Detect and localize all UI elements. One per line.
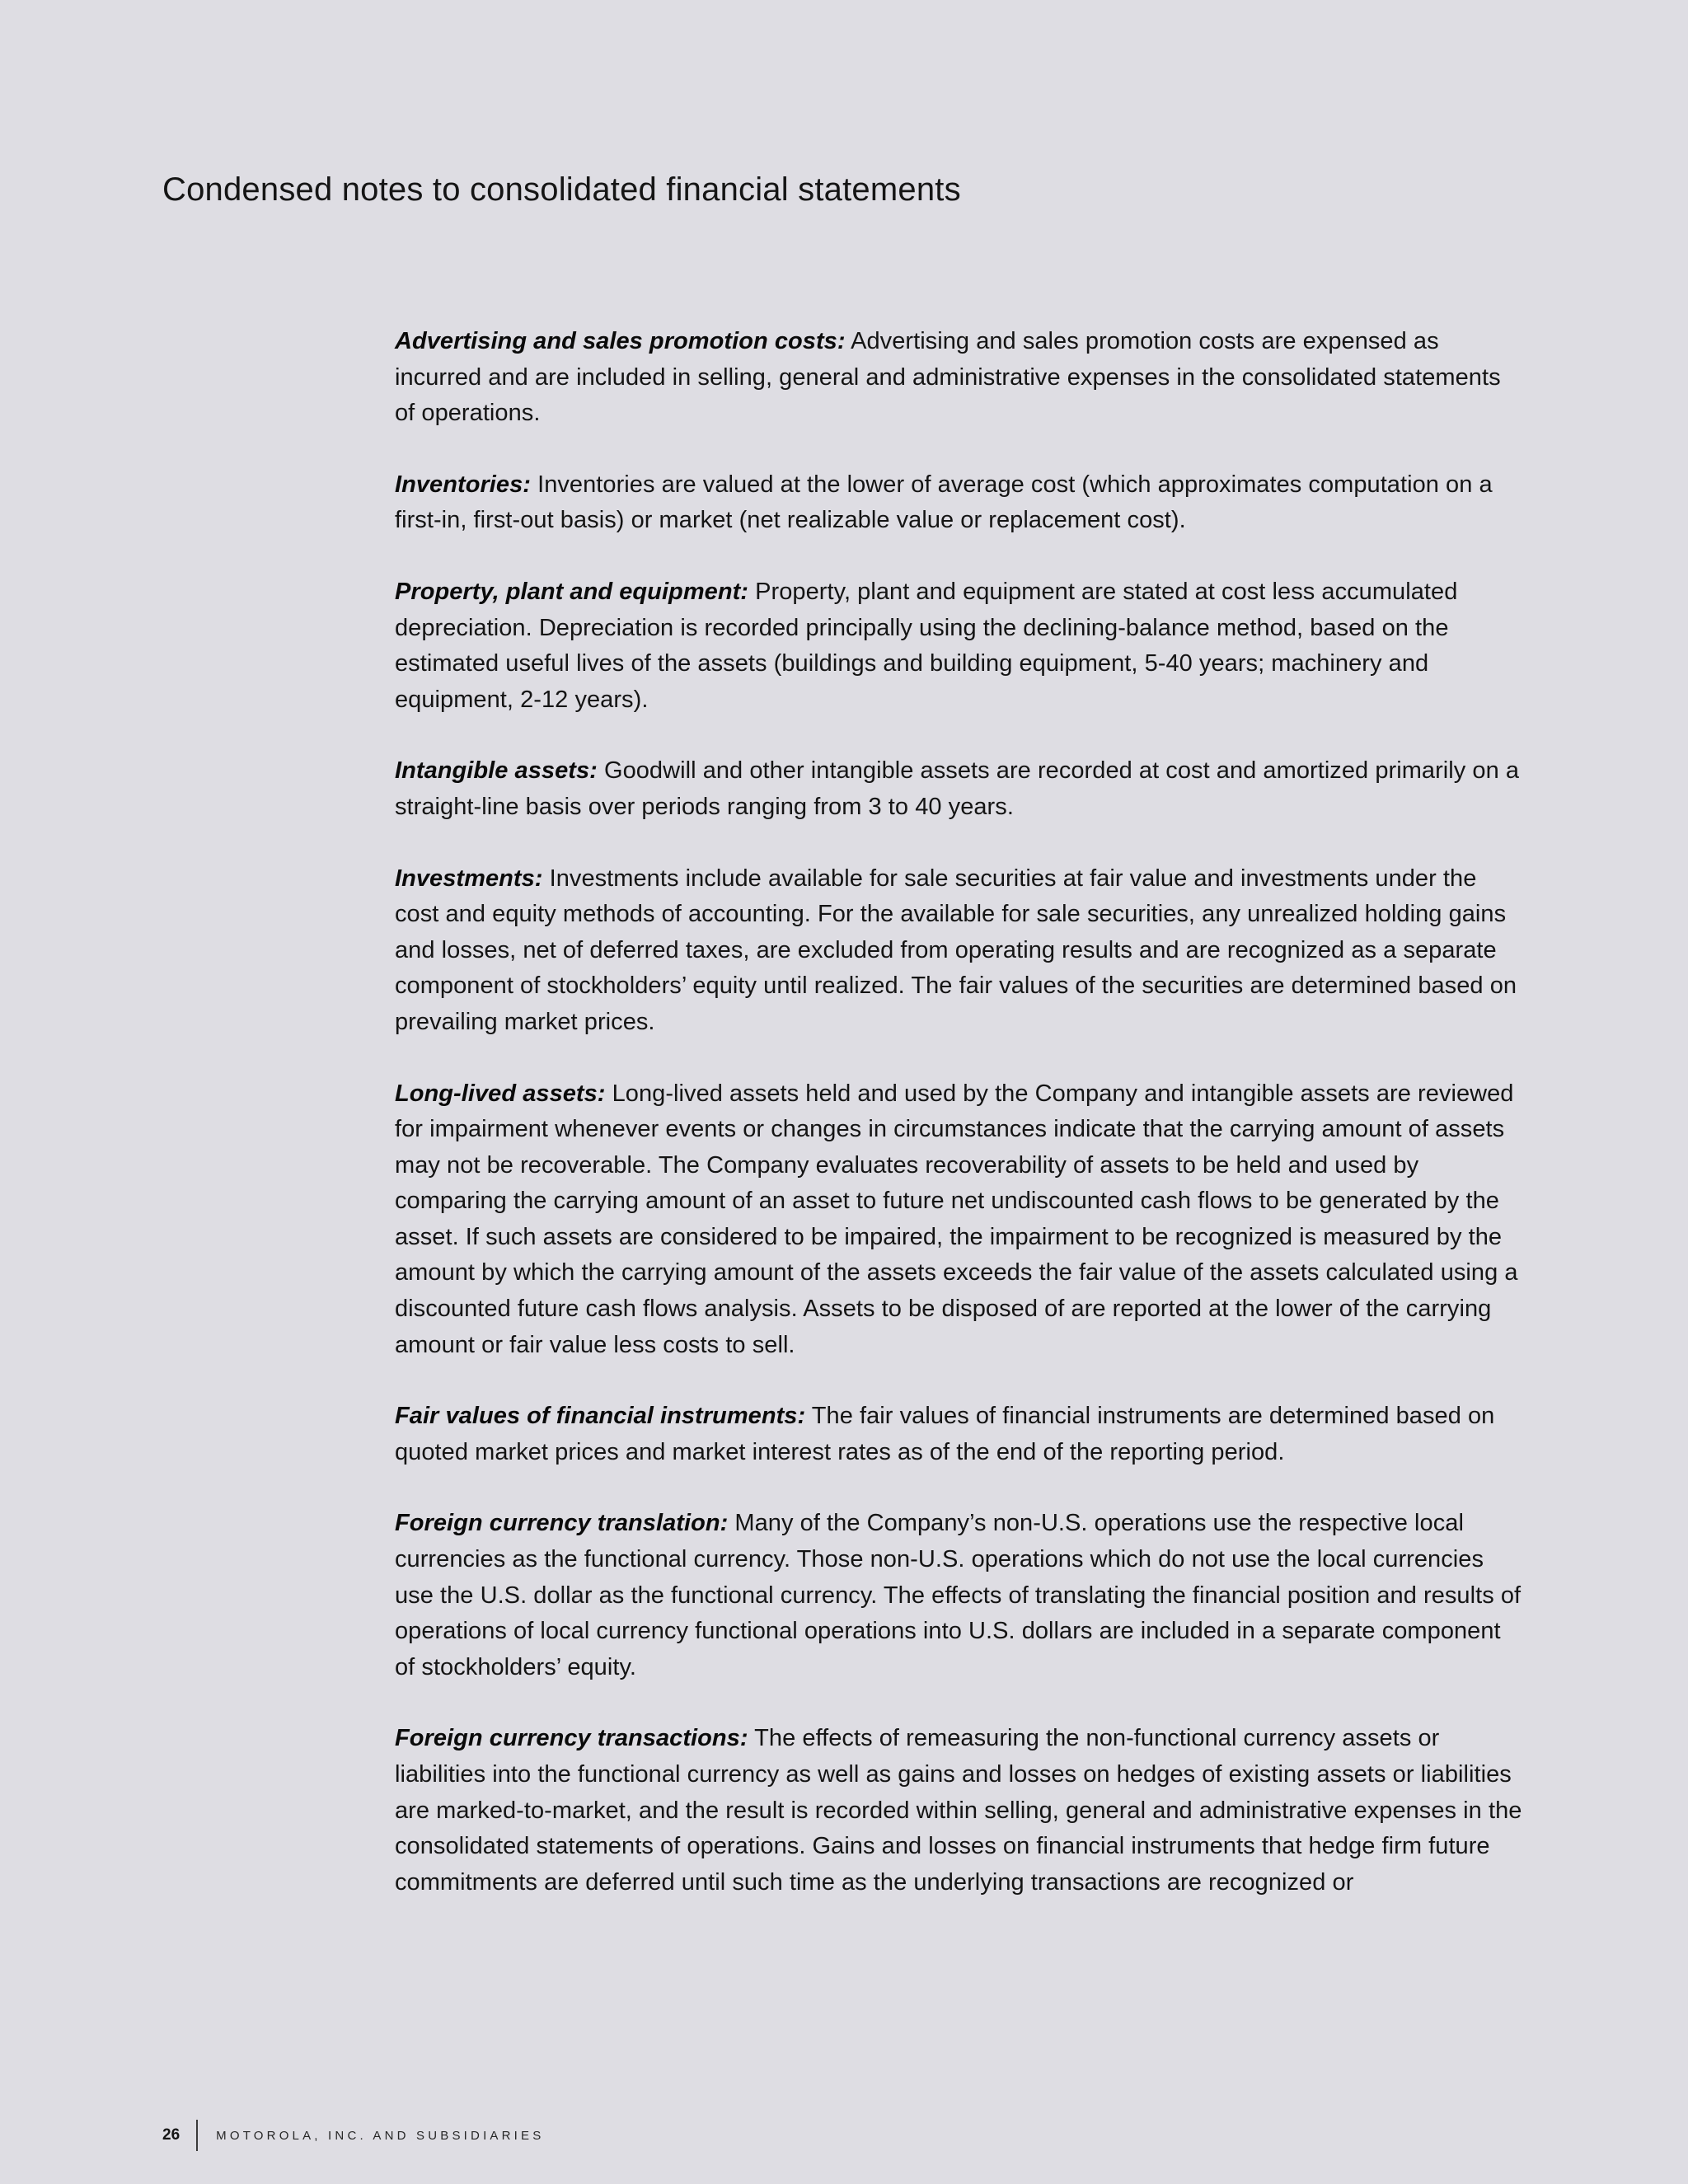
note-text: The fair values of financial instruments are determined based on quoted market prices and market interest rates as of the end of the reporting period.: [395, 1403, 1495, 1465]
note-investments: [395, 861, 1526, 1041]
note-heading: Property, plant and equipment:: [395, 578, 749, 605]
note-advertising: [395, 324, 1526, 432]
page-title: Condensed notes to consolidated financial statements: [162, 171, 961, 208]
note-heading: Foreign currency translation:: [395, 1510, 729, 1537]
note-text: Goodwill and other intangible assets are recorded at cost and amortized primarily on a straight-line basis over periods ranging from 3 to 40 years.: [395, 757, 1520, 820]
note-intangible-assets: [395, 753, 1526, 825]
note-foreign-currency-translation: [395, 1506, 1526, 1685]
note-text: Property, plant and equipment are stated at cost less accumulated depreciation. Depreciation is recorded principally using the declining-balance method, based on the estimated useful lives of the assets (buildings and building equipment, 5-40 years; machinery and equipment, 2-12 years).: [395, 578, 1458, 713]
note-inventories: [395, 467, 1526, 539]
page-number: 26: [162, 2126, 181, 2144]
note-long-lived-assets: [395, 1076, 1526, 1364]
note-heading: Foreign currency transactions:: [395, 1725, 748, 1752]
notes-content: [395, 324, 1526, 1936]
note-text: Investments include available for sale securities at fair value and investments under the cost and equity methods of accounting. For the available for sale securities, any unrealized holding gains and losses, net of deferred taxes, are excluded from operating results and are recognized as a separate component of stockholders’ equity until realized. The fair values of the securities are determined based on prevailing market prices.: [395, 865, 1517, 1035]
company-name: MOTOROLA, INC. AND SUBSIDIARIES: [216, 2128, 545, 2143]
note-text: Long-lived assets held and used by the Company and intangible assets are reviewed for impairment whenever events or changes in circumstances indicate that the carrying amount of assets may not be recoverable. The Company evaluates recoverability of assets to be held and used by comparing the carrying amount of an asset to future net undiscounted cash flows to be generated by the asset. If such assets are considered to be impaired, the impairment to be recognized is measured by the amount by which the carrying amount of the assets exceeds the fair value of the assets calculated using a discounted future cash flows analysis. Assets to be disposed of are reported at the lower of the carrying amount or fair value less costs to sell.: [395, 1080, 1518, 1358]
note-heading: Fair values of financial instruments:: [395, 1403, 806, 1430]
note-text: The effects of remeasuring the non-functional currency assets or liabilities into the functional currency as well as gains and losses on hedges of existing assets or liabilities are marked-to-market, and the result is recorded within selling, general and administrative expenses in the consolidated statements of operations. Gains and losses on financial instruments that hedge firm future commitments are deferred until such time as the underlying transactions are recognized or: [395, 1725, 1522, 1896]
note-heading: Inventories:: [395, 471, 531, 498]
note-heading: Investments:: [395, 865, 543, 892]
note-heading: Long-lived assets:: [395, 1080, 606, 1107]
note-heading: Advertising and sales promotion costs:: [395, 328, 846, 354]
note-foreign-currency-transactions: [395, 1721, 1526, 1900]
note-fair-values: [395, 1399, 1526, 1470]
note-heading: Intangible assets:: [395, 757, 598, 785]
page-footer: [162, 2121, 544, 2150]
note-text: Many of the Company’s non-U.S. operations use the respective local currencies as the functional currency. Those non-U.S. operations which do not use the local currencies use the U.S. dollar as the functional currency. The effects of translating the financial position and results of operations of local currency functional operations into U.S. dollars are included in a separate component of stockholders’ equity.: [395, 1510, 1522, 1680]
note-text: Inventories are valued at the lower of average cost (which approximates computation on a first-in, first-out basis) or market (net realizable value or replacement cost).: [395, 471, 1493, 534]
note-property-plant-equipment: [395, 574, 1526, 718]
note-text: Advertising and sales promotion costs are expensed as incurred and are included in selling, general and administrative expenses in the consolidated statements of operations.: [395, 328, 1501, 427]
